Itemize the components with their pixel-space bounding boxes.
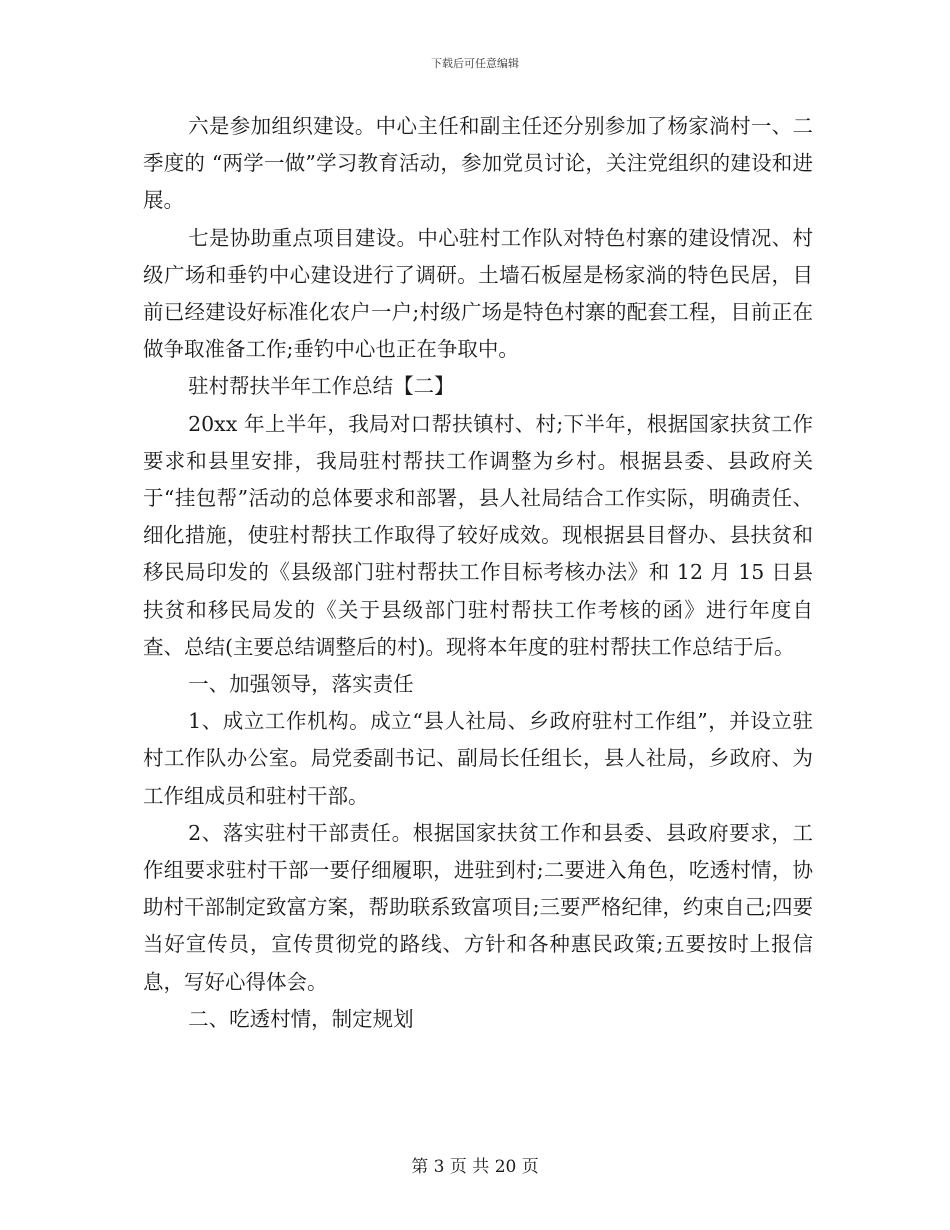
paragraph-intro: 20xx 年上半年，我局对口帮扶镇村、村;下半年，根据国家扶贫工作要求和县里安排，我局驻村帮扶工作调整为乡村。根据县委、县政府关于“挂包帮”活动的总体要求和部署，县人社局结合工作实际，明确责任、细化措施，使驻村帮扶工作取得了较好成效。现根据县目督办、县扶贫和移民局印发的《县级部门驻村帮扶工作目标考核办法》和 12 月 15 日县扶贫和移民局发的《关于县级部门驻村帮扶工作考核的函》进行年度自查、总结(主要总结调整后的村)。现将本年度的驻村帮扶工作总结于后。 [143,411,813,659]
page-number: 第 3 页 共 20 页 [411,1157,539,1177]
paragraph-1-1: 1、成立工作机构。成立“县人社局、乡政府驻村工作组”，并设立驻村工作队办公室。局党委副书记、副局长任组长，县人社局，乡政府、为工作组成员和驻村干部。 [143,709,813,808]
paragraph-item-7: 七是协助重点项目建设。中心驻村工作队对特色村寨的建设情况、村级广场和垂钓中心建设进行了调研。土墙石板屋是杨家淌的特色民居，目前已经建设好标准化农户一户;村级广场是特色村寨的配套工程，目前正在做争取准备工作;垂钓中心也正在争取中。 [143,225,813,362]
document-body [143,108,813,1038]
header-note: 下载后可任意编辑 [431,57,519,70]
section-title: 驻村帮扶半年工作总结【二】 [188,374,455,399]
paragraph-item-6: 六是参加组织建设。中心主任和副主任还分别参加了杨家淌村一、二季度的 “两学一做”学习教育活动，参加党员讨论，关注党组织的建设和进展。 [143,114,813,213]
paragraph-1-2: 2、落实驻村干部责任。根据国家扶贫工作和县委、县政府要求，工作组要求驻村干部一要仔细履职，进驻到村;二要进入角色，吃透村情，协助村干部制定致富方案，帮助联系致富项目;三要严格纪律，约束自己;四要当好宣传员，宣传贯彻党的路线、方针和各种惠民政策;五要按时上报信息，写好心得体会。 [143,820,813,994]
heading-1: 一、加强领导，落实责任 [188,672,414,697]
heading-2: 二、吃透村情，制定规划 [188,1006,414,1031]
